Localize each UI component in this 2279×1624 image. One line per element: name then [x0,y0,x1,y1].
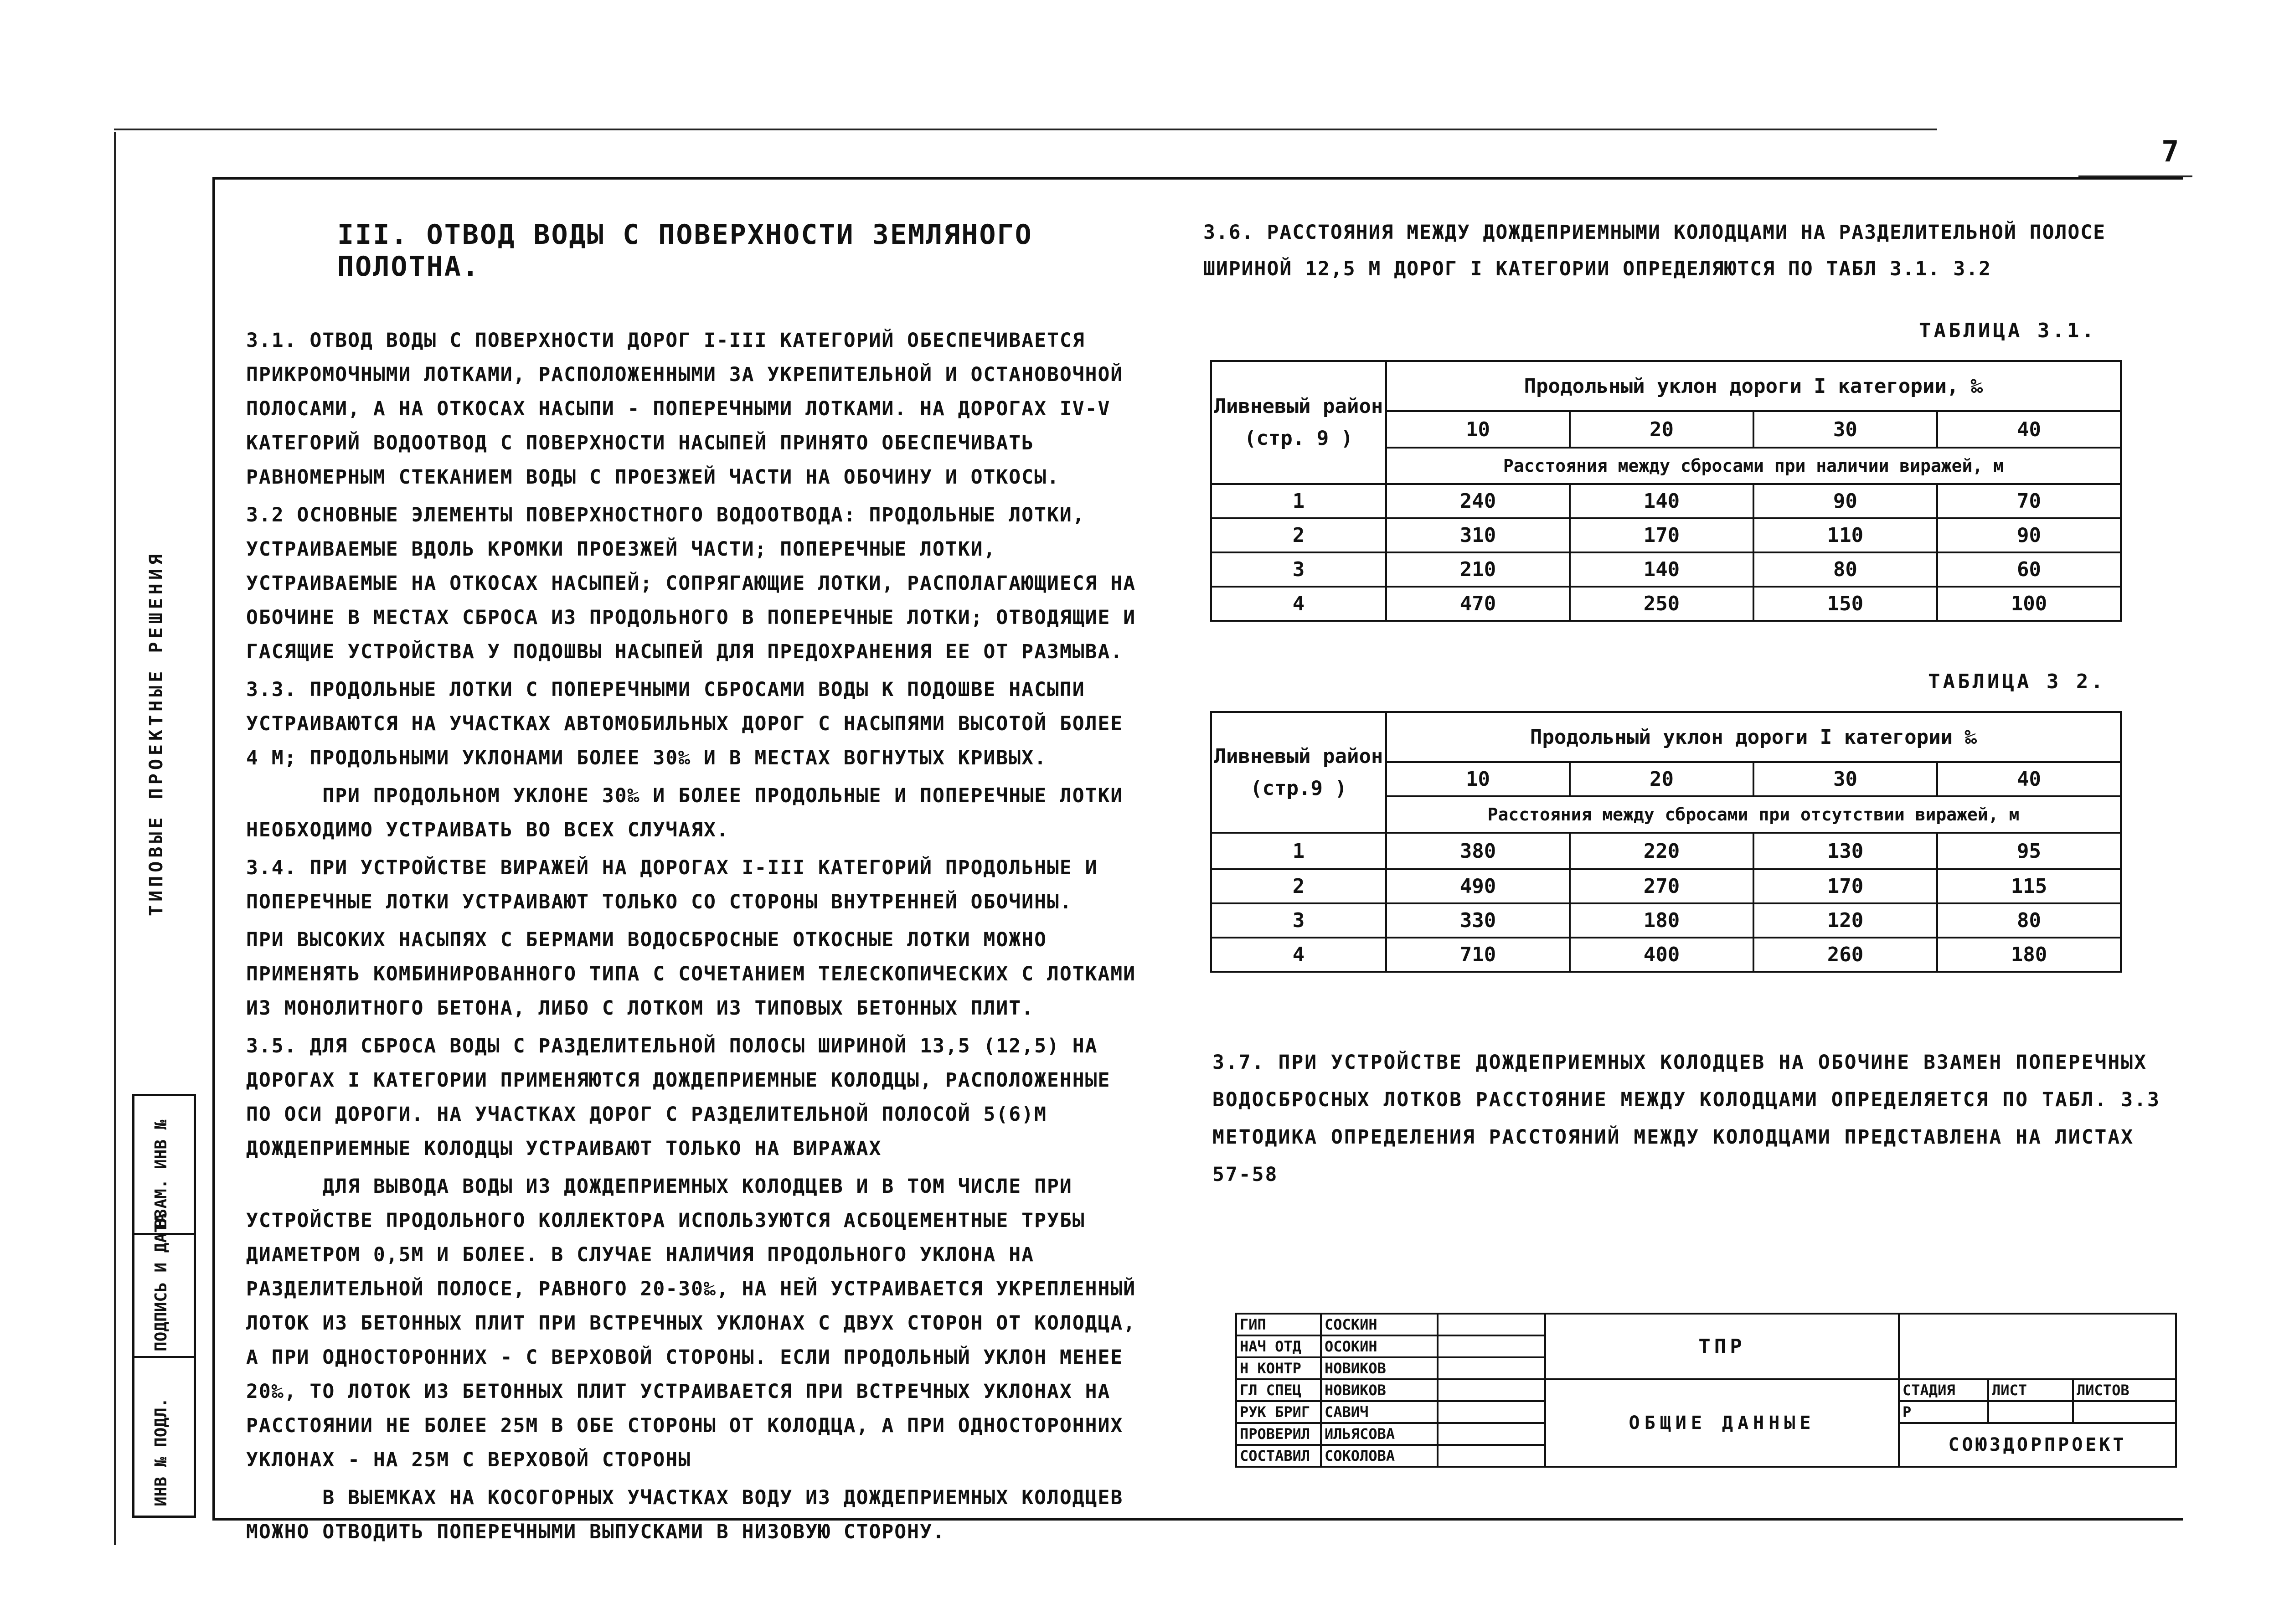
table-1-cell: 90 [1753,484,1937,518]
table-1-cell: 80 [1753,552,1937,587]
table-1-slope: 20 [1570,411,1753,448]
table-2-cell: 330 [1386,903,1570,938]
sign-name: ИЛЬЯСОВА [1321,1423,1438,1445]
paragraph: ПРИ ПРОДОЛЬНОМ УКЛОНЕ 30‰ И БОЛЕЕ ПРОДОЛЬНЫЕ И ПОПЕРЕЧНЫЕ ЛОТКИ НЕОБХОДИМО УСТРАИВАТЬ ВО ВСЕХ СЛУЧАЯХ. [246,784,1136,841]
table-2-cell: 115 [1937,869,2121,903]
section-3-7-line: 3.7. ПРИ УСТРОЙСТВЕ ДОЖДЕПРИЕМНЫХ КОЛОДЦЕВ НА ОБОЧИНЕ ВЗАМЕН ПОПЕРЕЧНЫХ [1212,1051,2148,1074]
signature-mark [1438,1379,1545,1401]
table-1-cell: 3 [1211,552,1386,587]
sheets-value [2073,1401,2176,1423]
table-1 [1210,360,2122,622]
title-block [1235,1313,2177,1468]
title-block-empty [1899,1314,2176,1379]
left-margin-rule [114,132,116,1545]
table-2-slope: 20 [1570,762,1753,796]
table-2-cell: 4 [1211,938,1386,972]
table-1-cell: 100 [1937,587,2121,621]
sign-role: СОСТАВИЛ [1236,1445,1321,1467]
table-1-cell: 470 [1386,587,1570,621]
top-rule [114,129,1937,130]
sheets-label: ЛИСТОВ [2073,1379,2176,1401]
sign-role: ГЛ СПЕЦ [1236,1379,1321,1401]
paragraph: 3.5. ДЛЯ СБРОСА ВОДЫ С РАЗДЕЛИТЕЛЬНОЙ ПОЛОСЫ ШИРИНОЙ 13,5 (12,5) НА ДОРОГАХ I КАТЕГОРИИ ПРИМЕНЯЮТСЯ ДОЖДЕПРИЕМНЫЕ КОЛОДЦЫ, РАСПОЛОЖЕННЫЕ ПО ОСИ ДОРОГИ. НА УЧАСТКАХ ДОРОГ С РАЗДЕЛИТЕЛЬНОЙ ПОЛОСОЙ 5(6)М ДОЖДЕПРИЕМНЫЕ КОЛОДЦЫ УСТРАИВАЮТ ТОЛЬКО НА ВИРАЖАХ [246,1035,1124,1160]
table-1-cell: 240 [1386,484,1570,518]
paragraph: ДЛЯ ВЫВОДА ВОДЫ ИЗ ДОЖДЕПРИЕМНЫХ КОЛОДЦЕВ И В ТОМ ЧИСЛЕ ПРИ УСТРОЙСТВЕ ПРОДОЛЬНОГО КОЛЛЕКТОРА ИСПОЛЬЗУЮТСЯ АСБОЦЕМЕНТНЫЕ ТРУБЫ ДИАМЕТРОМ 0,5М И БОЛЕЕ. В СЛУЧАЕ НАЛИЧИЯ ПРОДОЛЬНОГО УКЛОНА НА РАЗДЕЛИТЕЛЬНОЙ ПОЛОСЕ, РАВНОГО 20-30‰, НА НЕЙ УСТРАИВАЕТСЯ УКРЕПЛЕННЫЙ ЛОТОК ИЗ БЕТОННЫХ ПЛИТ ПРИ ВСТРЕЧНЫХ УКЛОНАХ С ДВУХ СТОРОН ОТ КОЛОДЦА, А ПРИ ОДНОСТОРОННИХ - С ВЕРХОВОЙ СТОРОНЫ. ЕСЛИ ПРОДОЛЬНЫЙ УКЛОН МЕНЕЕ 20‰, ТО ЛОТОК ИЗ БЕТОННЫХ ПЛИТ УСТРАИВАЕТСЯ ПРИ ВСТРЕЧНЫХ УКЛОНАХ НА РАССТОЯНИИ НЕ БОЛЕЕ 25М В ОБЕ СТОРОНЫ ОТ КОЛОДЦА, А ПРИ ОДНОСТОРОННИХ УКЛОНАХ - НА 25М С ВЕРХОВОЙ СТОРОНЫ [246,1175,1149,1471]
section-3-6-line1: 3.6. РАССТОЯНИЯ МЕЖДУ ДОЖДЕПРИЕМНЫМИ КОЛОДЦАМИ НА РАЗДЕЛИТЕЛЬНОЙ ПОЛОСЕ [1203,221,2106,244]
table-2-cell: 95 [1937,833,2121,869]
table-1-cell: 4 [1211,587,1386,621]
table-2-cell: 490 [1386,869,1570,903]
table-2-cell: 400 [1570,938,1753,972]
sign-role: НАЧ ОТД [1236,1335,1321,1357]
table-2-slope: 40 [1937,762,2121,796]
paragraph: 3.3. ПРОДОЛЬНЫЕ ЛОТКИ С ПОПЕРЕЧНЫМИ СБРОСАМИ ВОДЫ К ПОДОШВЕ НАСЫПИ УСТРАИВАЮТСЯ НА УЧАСТКАХ АВТОМОБИЛЬНЫХ ДОРОГ С НАСЫПЯМИ ВЫСОТОЙ БОЛЕЕ 4 М; ПРОДОЛЬНЫМИ УКЛОНАМИ БОЛЕЕ 30‰ И В МЕСТАХ ВОГНУТЫХ КРИВЫХ. [246,678,1136,769]
table-1-col0-header: Ливневый район (стр. 9 ) [1211,361,1386,484]
table-2-cell: 130 [1753,833,1937,869]
sheet-label: ЛИСТ [1988,1379,2073,1401]
signature-mark [1438,1314,1545,1335]
table-2-slope: 10 [1386,762,1570,796]
table-1-cell: 310 [1386,518,1570,552]
table-2-cell: 260 [1753,938,1937,972]
organization: СОЮЗДОРПРОЕКТ [1899,1423,2176,1467]
sign-role: ГИП [1236,1314,1321,1335]
table-2-cell: 180 [1570,903,1753,938]
table-2-cell: 180 [1937,938,2121,972]
sign-name: ОСОКИН [1321,1335,1438,1357]
table-1-cell: 90 [1937,518,2121,552]
section-title: III. ОТВОД ВОДЫ С ПОВЕРХНОСТИ ЗЕМЛЯНОГО ПОЛОТНА. [337,219,1033,283]
table-1-cell: 140 [1570,552,1753,587]
table-2-sub-header: Расстояния между сбросами при отсутствии виражей, м [1386,796,2121,833]
table-1-caption: ТАБЛИЦА 3.1. [1919,319,2097,342]
table-1-group-header: Продольный уклон дороги I категории, ‰ [1386,361,2121,411]
signature-mark [1438,1357,1545,1379]
table-1-cell: 110 [1753,518,1937,552]
table-2 [1210,711,2122,973]
table-1-cell: 70 [1937,484,2121,518]
table-2-cell: 270 [1570,869,1753,903]
sign-name: НОВИКОВ [1321,1357,1438,1379]
table-1-slope: 30 [1753,411,1937,448]
paragraph: 3.1. ОТВОД ВОДЫ С ПОВЕРХНОСТИ ДОРОГ I-III КАТЕГОРИЙ ОБЕСПЕЧИВАЕТСЯ ПРИКРОМОЧНЫМИ ЛОТКАМИ, РАСПОЛОЖЕННЫМИ ЗА УКРЕПИТЕЛЬНОЙ И ОСТАНОВОЧНОЙ ПОЛОСАМИ, А НА ОТКОСАХ НАСЫПИ - ПОПЕРЕЧНЫМИ ЛОТКАМИ. НА ДОРОГАХ IV-V КАТЕГОРИЙ ВОДООТВОД С ПОВЕРХНОСТИ НАСЫПЕЙ ПРИНЯТО ОБЕСПЕЧИВАТЬ РАВНОМЕРНЫМ СТЕКАНИЕМ ВОДЫ С ПРОЕЗЖЕЙ ЧАСТИ НА ОБОЧИНУ И ОТКОСЫ. [246,329,1136,489]
page-number: 7 [2161,135,2179,169]
sign-role: РУК БРИГ [1236,1401,1321,1423]
section-3-text [246,201,1149,1553]
sheet-value [1988,1401,2073,1423]
stage-label: СТАДИЯ [1899,1379,1988,1401]
stage-value: Р [1899,1401,1988,1423]
title-block-table [1235,1313,2177,1468]
table-1-sub-header: Расстояния между сбросами при наличии виражей, м [1386,448,2121,484]
sign-role: ПРОВЕРИЛ [1236,1423,1321,1445]
section-3-7-line: ВОДОСБРОСНЫХ ЛОТКОВ РАССТОЯНИЕ МЕЖДУ КОЛОДЦАМИ ОПРЕДЕЛЯЕТСЯ ПО ТАБЛ. 3.3 [1212,1088,2160,1111]
title-block-code: ТПР [1545,1314,1899,1379]
table-2-col0-header: Ливневый район (стр.9 ) [1211,712,1386,833]
sign-name: СОКОЛОВА [1321,1445,1438,1467]
paragraph: 3.2 ОСНОВНЫЕ ЭЛЕМЕНТЫ ПОВЕРХНОСТНОГО ВОДООТВОДА: ПРОДОЛЬНЫЕ ЛОТКИ, УСТРАИВАЕМЫЕ ВДОЛЬ КРОМКИ ПРОЕЗЖЕЙ ЧАСТИ; ПОПЕРЕЧНЫЕ ЛОТКИ, УСТРАИВАЕМЫЕ НА ОТКОСАХ НАСЫПЕЙ; СОПРЯГАЮЩИЕ ЛОТКИ, РАСПОЛАГАЮЩИЕСЯ НА ОБОЧИНЕ В МЕСТАХ СБРОСА ИЗ ПРОДОЛЬНОГО В ПОПЕРЕЧНЫЕ ЛОТКИ; ОТВОДЯЩИЕ И ГАСЯЩИЕ УСТРОЙСТВА У ПОДОШВЫ НАСЫПЕЙ ДЛЯ ПРЕДОХРАНЕНИЯ ЕЕ ОТ РАЗМЫВА. [246,504,1149,663]
table-2-cell: 120 [1753,903,1937,938]
table-2-cell: 1 [1211,833,1386,869]
table-1-cell: 210 [1386,552,1570,587]
signature-mark [1438,1335,1545,1357]
table-1-cell: 140 [1570,484,1753,518]
table-1-cell: 60 [1937,552,2121,587]
signature-mark [1438,1423,1545,1445]
section-3-7-line: МЕТОДИКА ОПРЕДЕЛЕНИЯ РАССТОЯНИЙ МЕЖДУ КОЛОДЦАМИ ПРЕДСТАВЛЕНА НА ЛИСТАХ 57-58 [1212,1126,2135,1186]
table-1-cell: 2 [1211,518,1386,552]
table-2-cell: 80 [1937,903,2121,938]
sheet-title: ОБЩИЕ ДАННЫЕ [1545,1379,1899,1467]
table-2-group-header: Продольный уклон дороги I категории ‰ [1386,712,2121,762]
signature-mark [1438,1445,1545,1467]
table-1-slope: 40 [1937,411,2121,448]
sign-name: НОВИКОВ [1321,1379,1438,1401]
section-3-7 [1212,1044,2170,1193]
section-3-6 [1203,214,2183,287]
signature-mark [1438,1401,1545,1423]
strip-label-replace: ВЗАМ. ИНВ № [152,1119,170,1228]
table-2-slope: 30 [1753,762,1937,796]
table-2-cell: 710 [1386,938,1570,972]
table-1-cell: 170 [1570,518,1753,552]
table-2-cell: 3 [1211,903,1386,938]
sign-name: СОСКИН [1321,1314,1438,1335]
table-2-cell: 380 [1386,833,1570,869]
table-2-cell: 170 [1753,869,1937,903]
table-1-cell: 1 [1211,484,1386,518]
paragraph: ПРИ ВЫСОКИХ НАСЫПЯХ С БЕРМАМИ ВОДОСБРОСНЫЕ ОТКОСНЫЕ ЛОТКИ МОЖНО ПРИМЕНЯТЬ КОМБИНИРОВАННОГО ТИПА С СОЧЕТАНИЕМ ТЕЛЕСКОПИЧЕСКИХ С ЛОТКАМИ ИЗ МОНОЛИТНОГО БЕТОНА, ЛИБО С ЛОТКОМ ИЗ ТИПОВЫХ БЕТОННЫХ ПЛИТ. [246,928,1149,1020]
strip-label-inv: ИНВ № ПОДЛ. [152,1397,170,1506]
side-label: ТИПОВЫЕ ПРОЕКТНЫЕ РЕШЕНИЯ [146,550,167,916]
approval-strip [132,1094,196,1518]
table-2-caption: ТАБЛИЦА 3 2. [1928,670,2106,693]
table-2-cell: 2 [1211,869,1386,903]
section-3-6-line2: ШИРИНОЙ 12,5 М ДОРОГ I КАТЕГОРИИ ОПРЕДЕЛЯЮТСЯ ПО ТАБЛ 3.1. 3.2 [1203,258,1992,280]
sign-name: САВИЧ [1321,1401,1438,1423]
paragraph: 3.4. ПРИ УСТРОЙСТВЕ ВИРАЖЕЙ НА ДОРОГАХ I-III КАТЕГОРИЙ ПРОДОЛЬНЫЕ И ПОПЕРЕЧНЫЕ ЛОТКИ УСТРАИВАЮТ ТОЛЬКО СО СТОРОНЫ ВНУТРЕННЕЙ ОБОЧИНЫ. [246,856,1111,913]
strip-divider [134,1356,194,1358]
strip-label-sign: ПОДПИСЬ И ДАТА [152,1213,170,1351]
table-2-cell: 220 [1570,833,1753,869]
sign-role: Н КОНТР [1236,1357,1321,1379]
table-1-cell: 250 [1570,587,1753,621]
table-1-cell: 150 [1753,587,1937,621]
paragraph: В ВЫЕМКАХ НА КОСОГОРНЫХ УЧАСТКАХ ВОДУ ИЗ ДОЖДЕПРИЕМНЫХ КОЛОДЦЕВ МОЖНО ОТВОДИТЬ ПОПЕРЕЧНЫМИ ВЫПУСКАМИ В НИЗОВУЮ СТОРОНУ. [246,1486,1136,1543]
table-1-slope: 10 [1386,411,1570,448]
